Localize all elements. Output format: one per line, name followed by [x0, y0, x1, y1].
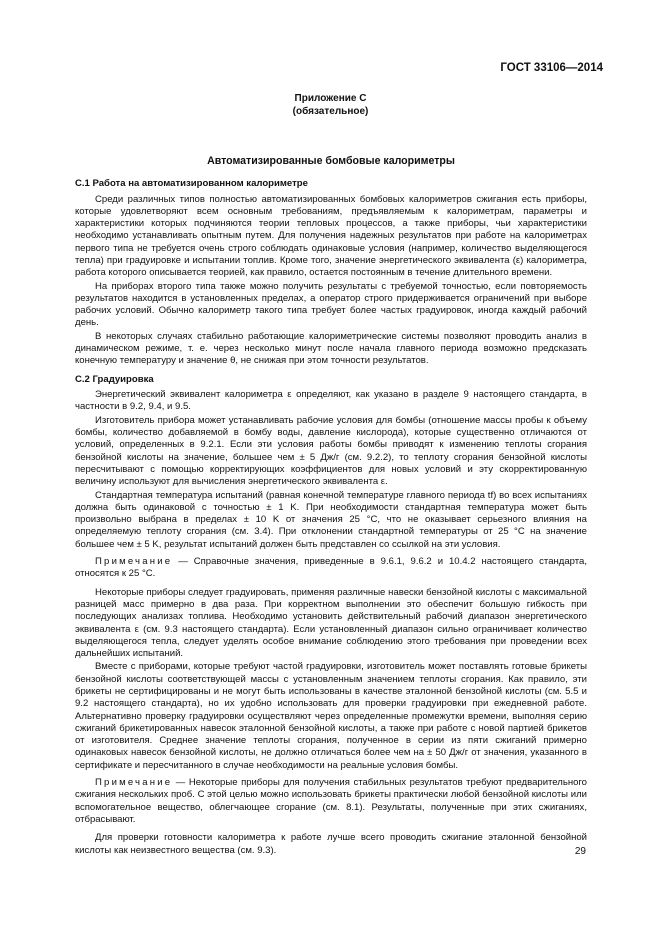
paragraph: Изготовитель прибора может устанавливать рабочие условия для бомбы (отношение массы пробы к объему бомбы, количество добавляемой в бомбу воды, давление кислорода), которые существенно отличаются от условий, определенных в 9.2.1. Если эти условия работы бомбы приводят к изменению теплоты сгорания бензойной кислоты на значение, большее чем ± 5 Дж/г (см. 9.2.2), то теплоту сгорания бензойной кислоты пересчитывают с помощью корректирующих коэффициентов для новых условий и эту скорректированную величину используют для вычисления энергетического эквивалента ε. — [75, 414, 587, 488]
note-lead: Примечание — [95, 556, 173, 568]
note-lead: Примечание — [95, 777, 173, 789]
document-body — [75, 155, 587, 858]
section-heading-c1: С.1 Работа на автоматизированном калориметре — [75, 178, 308, 189]
paragraph: Некоторые приборы следует градуировать, применяя различные навески бензойной кислоты с максимальной разницей масс примерно в два раза. При корректном выполнении это обеспечит большую гибкость при последующих анализах топлива. Необходимо установить действительный рабочий диапазон энергетического эквивалента ε (см. 9.3 настоящего стандарта). Если установленный диапазон сильно ограничивает количество выделяющегося тепла, следует уделять особое внимание соблюдению этого требования при проведении всех дальнейших испытаний. — [75, 586, 587, 660]
paragraph: Для проверки готовности калориметра к работе лучше всего проводить сжигание эталонной бензойной кислоты как неизвестного вещества (см. 9.3). — [75, 832, 587, 856]
section-heading-c2: С.2 Градуировка — [75, 373, 154, 385]
annex-heading — [0, 93, 661, 118]
paragraph: Среди различных типов полностью автоматизированных бомбовых калориметров сжигания есть приборы, которые удовлетворяют всем основным требованиям, предъявляемым к калориметрам, параметры и характеристики которых подчиняются теории тепловых процессов, а также приборы, чьи характеристики необходимо устанавливать опытным путем. Для получения надежных результатов при работе на калориметрах первого типа не требуется очень строго соблюдать одинаковые условия (например, количество выделяющегося тепла) при градуировке и испытании топлив. Кроме того, значение энергетического эквивалента (ε) калориметра, работа которого описывается теорией, как правило, остается постоянным в течение длительного времени. — [75, 193, 587, 279]
note — [75, 556, 587, 581]
paragraph: В некоторых случаях стабильно работающие калориметрические системы позволяют проводить анализ в динамическом режиме, т. е. через несколько минут после начала главного периода возможно предсказать конечную температуру и значение θ, не снижая при этом точности результатов. — [75, 330, 587, 367]
paragraph: На приборах второго типа также можно получить результаты с требуемой точностью, если повторяемость результатов находится в установленных пределах, а оператор строго придерживается ограничений при выборе рабочих условий. Обычно калориметр такого типа требует более частых градуировок, иногда каждый рабочий день. — [75, 280, 587, 329]
note — [75, 777, 587, 826]
annex-label: Приложение С — [294, 93, 367, 104]
standard-number: ГОСТ 33106—2014 — [500, 62, 603, 74]
annex-status: (обязательное) — [292, 105, 369, 117]
note-text: — Справочные значения, приведенные в 9.6.1, 9.6.2 и 10.4.2 настоящего стандарта, относятся к 25 °С. — [75, 556, 587, 580]
paragraph: Стандартная температура испытаний (равная конечной температуре главного периода tf) во всех испытаниях должна быть одинаковой с точностью ± 1 K. При необходимости стандартная температура может быть произвольно выбрана в пределах ± 10 K от значения 25 °С, что не оказывает серьезного влияния на определяемую теплоту сгорания (см. 3.4). При отклонении стандартной температуры от 25 °С на значение большее чем ± 5 K, результат испытаний должен быть представлен со ссылкой на эти условия. — [75, 489, 587, 550]
annex-title: Автоматизированные бомбовые калориметры — [207, 155, 455, 167]
page-number: 29 — [574, 846, 586, 857]
paragraph: Вместе с приборами, которые требуют частой градуировки, изготовитель может поставлять готовые брикеты бензойной кислоты соответствующей массы с установленным значением теплоты сгорания. Как правило, эти брикеты не сертифицированы и не могут быть использованы в качестве эталонной бензойной кислоты (см. 5.5 и 9.2 настоящего стандарта), но их удобно использовать для проверки градуировки при ежедневной работе. Альтернативно проверку градуировки осуществляют через определенные промежутки времени, выполняя серию сжиганий брикетированных навесок эталонной бензойной кислоты, а также при работе с новой партией брикетов от изготовителя. Среднее значение теплоты сгорания, полученное в серии из пяти сжиганий примерно одинаковых навесок бензойной кислоты, не должно отличаться более чем на ± 50 Дж/г от значения, указанного в сертификате и пересчитанного в случае необходимости на реальные условия бомбы. — [75, 661, 587, 771]
paragraph: Энергетический эквивалент калориметра ε определяют, как указано в разделе 9 настоящего стандарта, в частности в 9.2, 9.4, и 9.5. — [75, 389, 587, 413]
note-text: — Некоторые приборы для получения стабильных результатов требуют предварительного сжигания нескольких проб. С этой целью можно использовать брикеты практически любой бензойной кислоты или вспомогательное вещество, облегчающее сгорание (см. 8.1). Результаты, полученные при этих сжиганиях, отбрасывают. — [75, 777, 587, 825]
